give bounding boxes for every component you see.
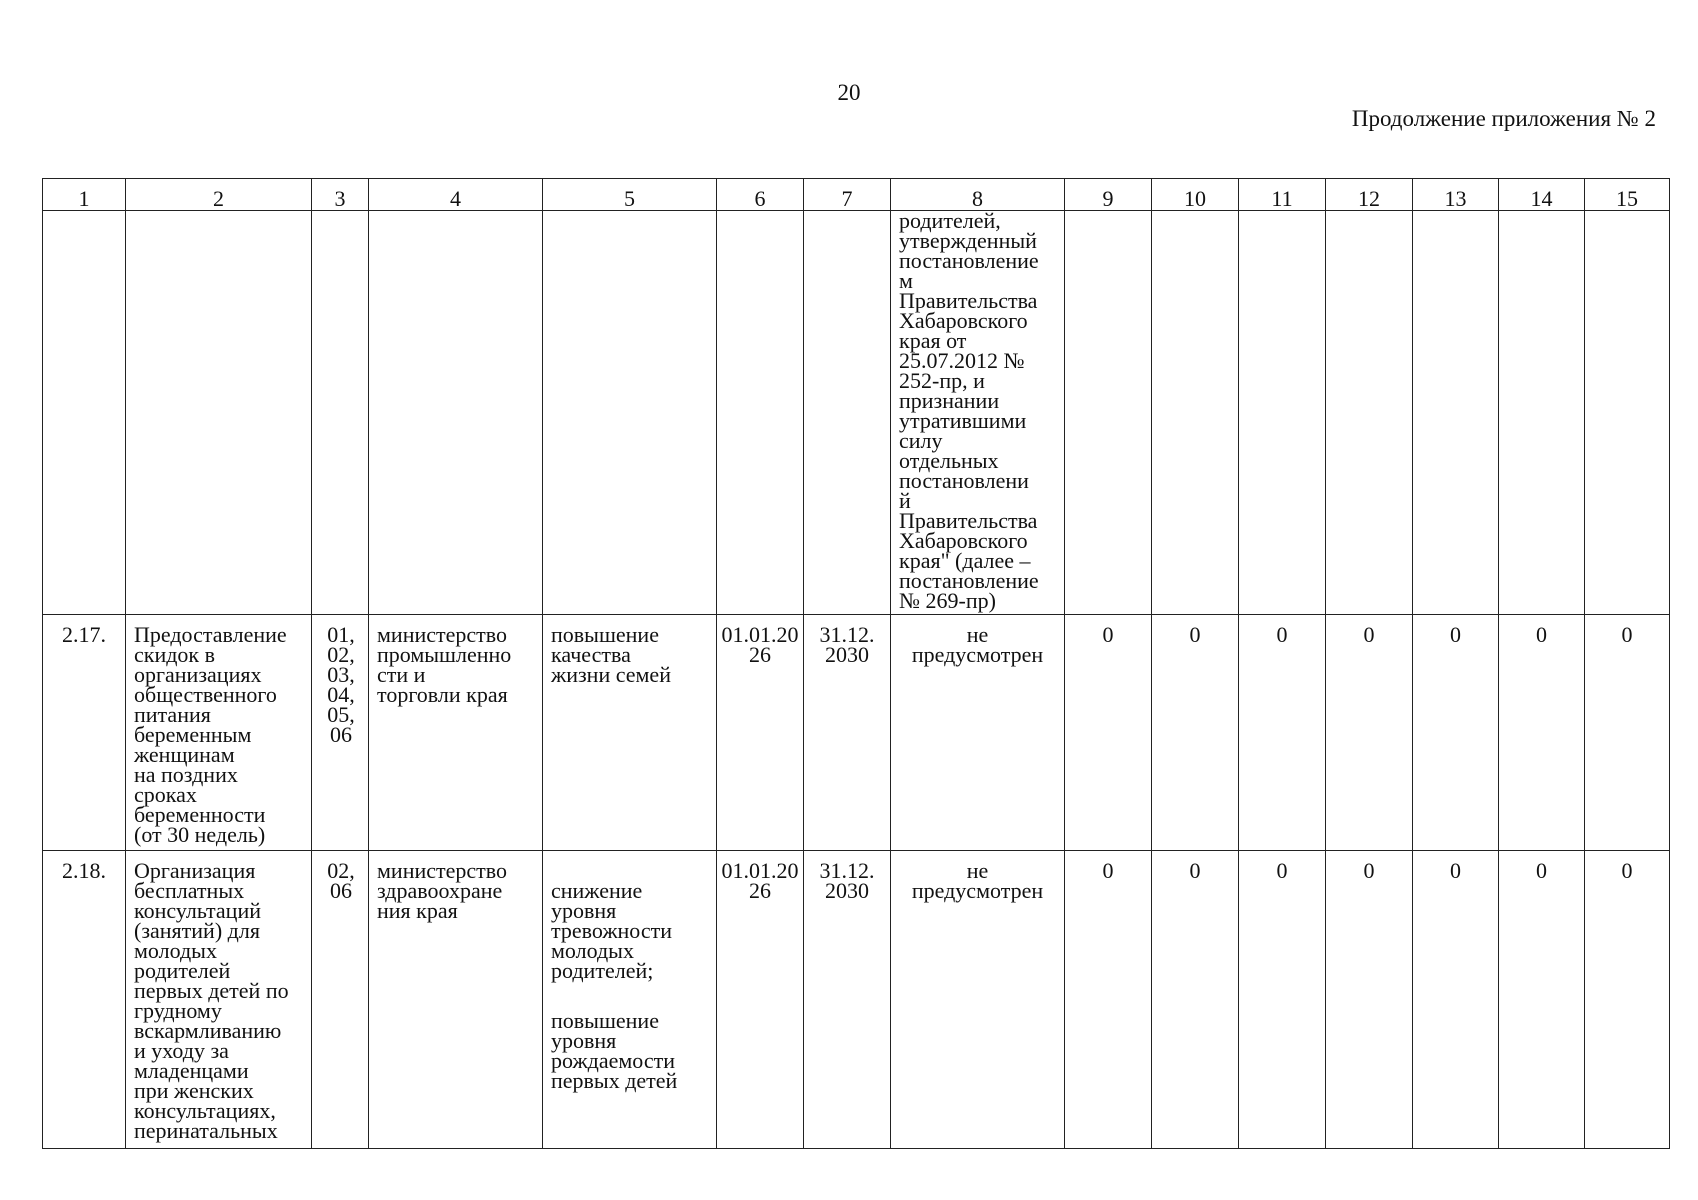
- table-cell: [312, 211, 369, 615]
- table-cell: [1499, 615, 1585, 851]
- table-cell: [1585, 615, 1670, 851]
- funding-value: 0: [1189, 858, 1201, 883]
- table-row: [43, 851, 1670, 1149]
- regulatory-act-text: родителей, утвержденный постановление м Правительства Хабаровского края от 25.07.2012 № 252-пр, и признании утратившими силу отдельных постановлени й Правительства Хабаровского края" (далее – постановление № 269-пр): [899, 211, 1039, 613]
- table-cell: [1499, 851, 1585, 1149]
- column-number-header-row: [43, 179, 1670, 211]
- table-cell: [1585, 211, 1670, 615]
- column-header: 15: [1585, 179, 1670, 211]
- table-cell: [891, 615, 1065, 851]
- table-row-continued: [43, 211, 1670, 615]
- table-cell: [1065, 615, 1152, 851]
- table-cell: [312, 851, 369, 1149]
- regulatory-act: не предусмотрен: [911, 858, 1044, 903]
- table-cell: [1239, 211, 1326, 615]
- funding-value: 0: [1536, 858, 1547, 883]
- table-cell: [1152, 851, 1239, 1149]
- column-header: 3: [312, 179, 369, 211]
- column-header: 7: [804, 179, 891, 211]
- item-number: 2.18.: [62, 858, 106, 883]
- table-cell: [1413, 615, 1499, 851]
- column-header: 1: [43, 179, 126, 211]
- funding-value: 0: [1621, 622, 1633, 647]
- table-cell: [1413, 211, 1499, 615]
- table-cell: [369, 211, 543, 615]
- table-cell: [891, 211, 1065, 615]
- table-cell: [1065, 211, 1152, 615]
- table-cell: [717, 851, 804, 1149]
- table-cell: [1065, 851, 1152, 1149]
- table-cell: [804, 615, 891, 851]
- column-header: 14: [1499, 179, 1585, 211]
- task-codes: 02, 06: [327, 858, 355, 903]
- page-number: 20: [837, 80, 861, 105]
- table-cell: [126, 851, 312, 1149]
- table-cell: [804, 211, 891, 615]
- table-cell: [369, 851, 543, 1149]
- table-cell: [43, 615, 126, 851]
- column-header: 8: [891, 179, 1065, 211]
- table-cell: [1326, 615, 1413, 851]
- expected-result-list: [543, 851, 716, 1113]
- item-number: 2.17.: [62, 622, 106, 647]
- table-row: [43, 615, 1670, 851]
- end-date: 31.12. 2030: [819, 858, 875, 903]
- column-header: 4: [369, 179, 543, 211]
- table-cell: [1499, 211, 1585, 615]
- end-date: 31.12. 2030: [819, 622, 875, 667]
- funding-value: 0: [1363, 622, 1375, 647]
- column-header: 6: [717, 179, 804, 211]
- funding-value: 0: [1621, 858, 1633, 883]
- regulatory-act: не предусмотрен: [911, 622, 1044, 667]
- table-cell: [43, 211, 126, 615]
- funding-value: 0: [1189, 622, 1201, 647]
- column-header: 5: [543, 179, 717, 211]
- table-cell: [891, 851, 1065, 1149]
- table-cell: [717, 615, 804, 851]
- table-cell: [1152, 615, 1239, 851]
- expected-result: повышение качества жизни семей: [551, 622, 671, 687]
- funding-value: 0: [1276, 622, 1288, 647]
- funding-value: 0: [1450, 622, 1461, 647]
- appendix-table: [42, 178, 1670, 1149]
- column-header: 13: [1413, 179, 1499, 211]
- table-cell: [369, 615, 543, 851]
- column-header: 11: [1239, 179, 1326, 211]
- table-cell: [43, 851, 126, 1149]
- funding-value: 0: [1450, 858, 1461, 883]
- column-header: 10: [1152, 179, 1239, 211]
- task-codes: 01, 02, 03, 04, 05, 06: [327, 622, 355, 747]
- table-cell: [1585, 851, 1670, 1149]
- expected-result: снижение уровня тревожности молодых родителей;: [551, 878, 673, 983]
- table-cell: [1326, 851, 1413, 1149]
- table-cell: [543, 615, 717, 851]
- appendix-continuation-note: Продолжение приложения № 2: [1351, 106, 1656, 131]
- responsible-executor: министерство промышленно сти и торговли края: [377, 622, 512, 707]
- column-header: 9: [1065, 179, 1152, 211]
- table-cell: [717, 211, 804, 615]
- responsible-executor: министерство здравоохране ния края: [377, 858, 508, 923]
- expected-result: повышение уровня рождаемости первых детей: [551, 1008, 678, 1093]
- start-date: 01.01.20 26: [721, 858, 799, 903]
- table-cell: [1152, 211, 1239, 615]
- table-cell: [312, 615, 369, 851]
- measure-name: Организация бесплатных консультаций (занятий) для молодых родителей первых детей по грудному вскармливанию и уходу за младенцами при женских консультациях, перинатальных: [134, 858, 289, 1143]
- table-cell: [543, 211, 717, 615]
- table-cell: [126, 615, 312, 851]
- column-header: 12: [1326, 179, 1413, 211]
- table-cell: [1413, 851, 1499, 1149]
- table-cell: [1239, 851, 1326, 1149]
- funding-value: 0: [1102, 622, 1114, 647]
- column-header: 2: [126, 179, 312, 211]
- funding-value: 0: [1102, 858, 1114, 883]
- funding-value: 0: [1536, 622, 1547, 647]
- start-date: 01.01.20 26: [721, 622, 799, 667]
- funding-value: 0: [1276, 858, 1288, 883]
- table-cell: [1239, 615, 1326, 851]
- table-cell: [543, 851, 717, 1149]
- funding-value: 0: [1363, 858, 1375, 883]
- table-cell: [804, 851, 891, 1149]
- table-cell: [126, 211, 312, 615]
- measure-name: Предоставление скидок в организациях общественного питания беременным женщинам на поздних сроках беременности (от 30 недель): [134, 622, 287, 847]
- table-cell: [1326, 211, 1413, 615]
